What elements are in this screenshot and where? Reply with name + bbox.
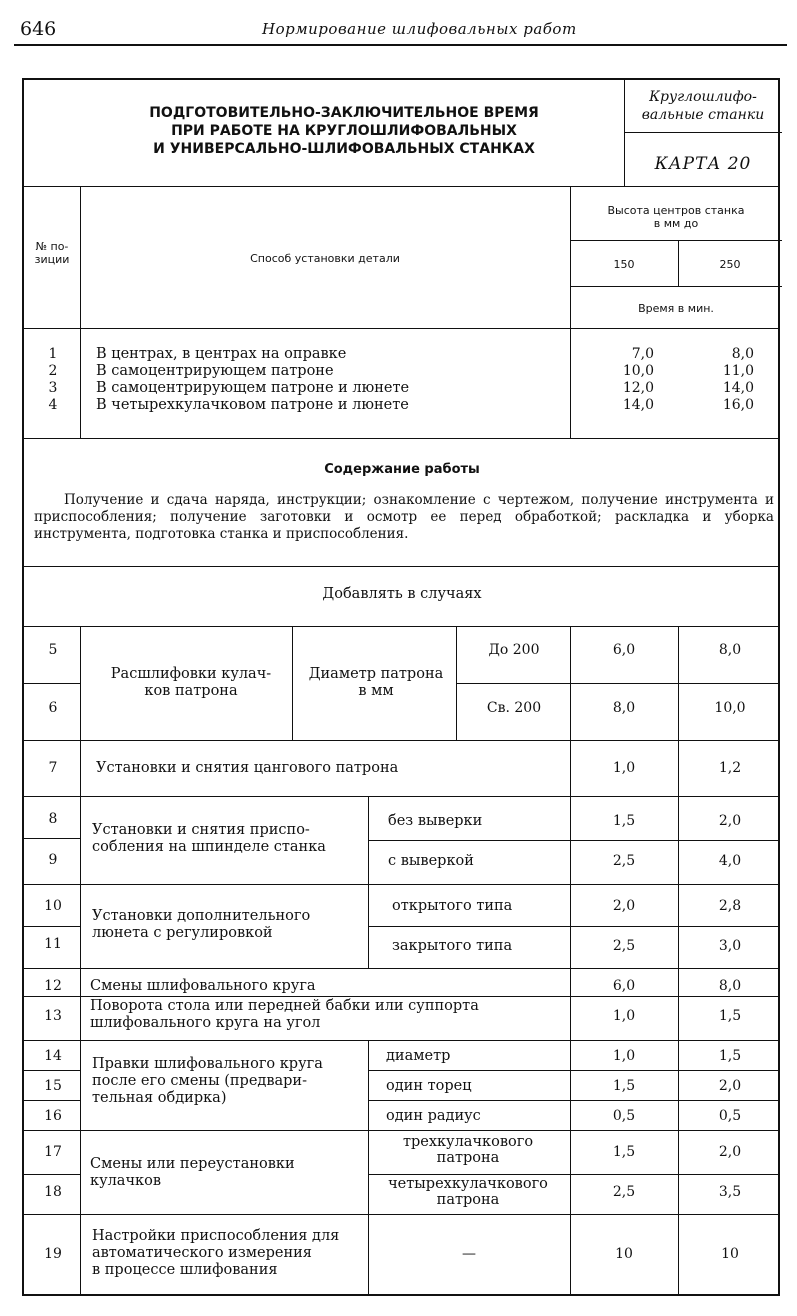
pos-col-line: [80, 186, 81, 438]
position-col-header: № по- зиции: [34, 240, 70, 266]
title-bottom-rule: [24, 186, 780, 187]
running-title: Нормирование шлифовальных работ: [262, 20, 577, 38]
work-content-heading: Содержание работы: [324, 462, 480, 477]
machine-type: Круглошлифо- вальные станки: [641, 89, 765, 123]
card-title: ПОДГОТОВИТЕЛЬНО-ЗАКЛЮЧИТЕЛЬНОЕ ВРЕМЯ ПРИ РАБОТЕ НА КРУГЛОШЛИФОВАЛЬНЫХ И УНИВЕРСАЛЬНО-ШЛИФОВАЛЬНЫХ СТАНКАХ: [149, 105, 539, 157]
card-num-divider: [624, 132, 782, 133]
page-header: [12, 14, 787, 44]
height-group-header: Высота центров станка в мм до: [607, 204, 745, 230]
time-unit-header: Время в мин.: [638, 302, 714, 315]
work-content-text: Получение и сдача наряда, инструкции; ознакомление с чертежом, получение инструмента и приспособления; получение заготовки и осмотр ее перед обработкой; раскладка и уборка инструмента, подготовка станка и приспособления.: [34, 492, 774, 542]
height-250-header: 250: [719, 258, 741, 271]
header-rule: [14, 44, 787, 46]
norm-card: ПОДГОТОВИТЕЛЬНО-ЗАКЛЮЧИТЕЛЬНОЕ ВРЕМЯ ПРИ РАБОТЕ НА КРУГЛОШЛИФОВАЛЬНЫХ И УНИВЕРСАЛЬНО-ШЛИФОВАЛЬНЫХ СТАНКАХ Круглошлифо- вальные станки КАРТА 20 № по- зиции Способ установки детали Высота центров станка в мм до 150 250 Время в мин. 1 В центрах, в центрах на оправке 7,0 8,0 2 В самоцентрирующем патроне 10,0 11,0 3 В самоцентрирующем патроне и люнете 12,0 14,0 4 В четырехкулачковом патроне и люнете 14,0 16,0 Содержание работы Получение и сдача наряда, инструкции; ознакомление с чертежом, получение инструмента и приспособления; получение заготовки и осмотр ее перед обработкой; раскладка и уборка инструмента, подготовка станка и приспособления. Добавлять в случаях Расшлифовки кулач- ков патрона Диаметр патрона в мм 5 До 200 6,0 8,0 6 Св. 200 8,0 10,0 7 Установки и снятия цангового патрона 1,0 1,2 Установки и снятия приспо- собления на шпинделе станка 8 без выверки 1,5 2,0 9 с выверкой 2,5 4,0 Установки дополнительного люнета с регулировкой 10 открытого типа 2,0 2,8 11 закрытого типа 2,5 3,0 12 Смены шлифовального круга 6,0 8,0 13 Поворота стола или передней бабки или суппорта шлифовального круга на угол 1,0 1,5 Правки шлифовального круга после его смены (предвари- тельная обдирка) 14 диаметр 1,0 1,5 15 один торец 1,5 2,0 16 один радиус 0,5 0,5 Смены или переустановки кулачков 17 трехкулачкового патрона 1,5 2,0 18 четырехкулачкового патрона 2,5 3,5 19 Настройки приспособления для автоматического измерения в процессе шлифования — 10 10: [22, 78, 780, 1296]
height-150-header: 150: [613, 258, 635, 271]
page-number: 646: [20, 18, 57, 40]
additions-heading: Добавлять в случаях: [322, 586, 482, 602]
method-col-header: Способ установки детали: [250, 252, 400, 265]
card-number: КАРТА 20: [654, 154, 752, 174]
